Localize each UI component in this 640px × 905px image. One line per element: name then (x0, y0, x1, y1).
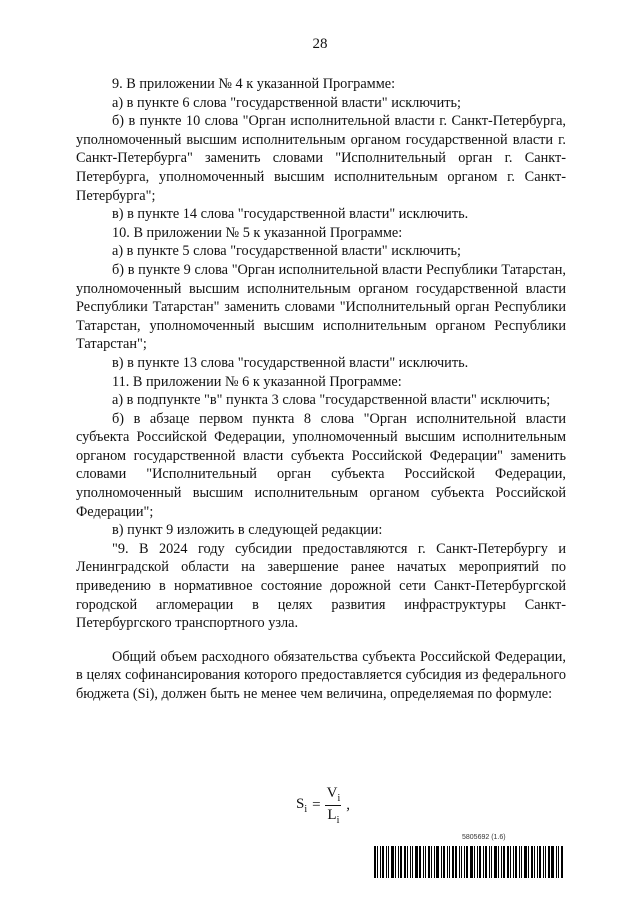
barcode-bar (501, 846, 502, 878)
paragraph: 10. В приложении № 5 к указанной Программе: (112, 224, 403, 241)
barcode-bar (543, 846, 544, 878)
paragraph: в) в пункте 13 слова "государственной власти" исключить. (112, 354, 469, 371)
paragraph: Общий объем расходного обязательства субъекта Российской Федерации, в целях софинансирования которого предоставляется субсидия из федерального бюджета (Sі), должен быть не менее чем величина, определяемая по формуле: (76, 648, 566, 702)
barcode-bar (436, 846, 439, 878)
document-body (76, 75, 566, 704)
barcode-bar (534, 846, 535, 878)
barcode-bar (431, 846, 432, 878)
barcode (374, 846, 566, 878)
barcode-bar (519, 846, 520, 878)
barcode-bar (419, 846, 421, 878)
formula (296, 785, 350, 826)
barcode-bar (556, 846, 557, 878)
barcode-bar (545, 846, 546, 878)
barcode-bar (521, 846, 522, 878)
barcode-bar (537, 846, 538, 878)
paragraph: а) в пункте 5 слова "государственной власти" исключить; (112, 243, 462, 260)
formula-denominator: $L_i$ (327, 807, 340, 826)
paragraph: "9. В 2024 году субсидии предоставляются г. Санкт-Петербургу и Ленинградской области на завершение ранее начатых мероприятий по приведению в нормативное состояние дорожной сети Санкт-Петербургской городской агломерации в целях развития инфраструктуры Санкт-Петербургского транспортного узла. (76, 540, 566, 632)
barcode-bar (425, 846, 426, 878)
paragraph: б) в абзаце первом пункта 8 слова "Орган исполнительной власти субъекта Российской Федерации, уполномоченный высшим исполнительным органом государственной власти субъекта Российской Федерации" заменить словами "Исполнительный орган субъекта Российской Федерации, уполномоченный высшим исполнительным органом субъекта Российской Федерации"; (76, 410, 566, 520)
formula-numerator: $V_i$ (326, 785, 341, 804)
barcode-bar (441, 846, 442, 878)
barcode-bar (455, 846, 457, 878)
paragraph: б) в пункте 9 слова "Орган исполнительной власти Республики Татарстан, уполномоченный высшим исполнительным органом государственной власти Республики Татарстан" заменить словами "Исполнительный орган Республики Татарстан, уполномоченный высшим исполнительным органом Республики Татарстан"; (76, 261, 566, 353)
barcode-bar (474, 846, 475, 878)
barcode-bar (407, 846, 408, 878)
barcode-bar (524, 846, 527, 878)
barcode-bar (423, 846, 424, 878)
barcode-bar (398, 846, 399, 878)
barcode-bar (428, 846, 430, 878)
barcode-bar (489, 846, 490, 878)
barcode-bar (515, 846, 517, 878)
barcode-bar (400, 846, 402, 878)
barcode-bar (443, 846, 445, 878)
barcode-bar (479, 846, 481, 878)
barcode-bar (491, 846, 492, 878)
barcode-bar (395, 846, 396, 878)
barcode-bar (466, 846, 468, 878)
barcode-bar (410, 846, 411, 878)
paragraph: 9. В приложении № 4 к указанной Программе: (112, 76, 396, 92)
barcode-bar (412, 846, 413, 878)
barcode-bar (485, 846, 487, 878)
barcode-bar (513, 846, 514, 878)
barcode-bar (386, 846, 387, 878)
paragraph: а) в пункте 6 слова "государственной власти" исключить; (112, 94, 462, 111)
barcode-bar (415, 846, 418, 878)
formula-equals: = (312, 797, 321, 813)
barcode-bar (548, 846, 550, 878)
barcode-bar (494, 846, 497, 878)
barcode-bar (388, 846, 389, 878)
document-code: 5805692 (1.6) (462, 834, 506, 841)
barcode-bar (507, 846, 509, 878)
barcode-bar (551, 846, 554, 878)
paragraph: б) в пункте 10 слова "Орган исполнительной власти г. Санкт-Петербурга, уполномоченный высшим исполнительным органом государственной власти г. Санкт-Петербурга" заменить словами "Исполнительный орган г. Санкт-Петербурга, уполномоченный высшим исполнительным органом г. Санкт-Петербурга"; (76, 113, 566, 204)
formula-lhs: $S_i$ (296, 796, 308, 815)
paragraph: в) в пункте 14 слова "государственной власти" исключить. (112, 206, 469, 223)
formula-trailing-comma: , (346, 797, 350, 813)
paragraph: а) в подпункте "в" пункта 3 слова "государственной власти" исключить; (112, 392, 551, 409)
barcode-bar (561, 846, 563, 878)
barcode-bar (380, 846, 381, 878)
paragraph: 11. В приложении № 6 к указанной Программе: (112, 373, 402, 390)
barcode-bar (382, 846, 384, 878)
barcode-bar (470, 846, 473, 878)
barcode-bar (558, 846, 559, 878)
barcode-bar (449, 846, 450, 878)
barcode-bar (477, 846, 478, 878)
barcode-bar (498, 846, 499, 878)
page-number: 28 (312, 36, 328, 52)
barcode-bar (528, 846, 529, 878)
barcode-bar (404, 846, 406, 878)
barcode-bar (452, 846, 454, 878)
barcode-bar (447, 846, 448, 878)
barcode-bar (531, 846, 533, 878)
barcode-bar (434, 846, 435, 878)
paragraph: в) пункт 9 изложить в следующей редакции: (112, 522, 383, 539)
barcode-bar (377, 846, 378, 878)
barcode-bar (464, 846, 465, 878)
formula-fraction (325, 785, 343, 826)
barcode-bar (461, 846, 462, 878)
barcode-bar (503, 846, 505, 878)
barcode-bar (483, 846, 484, 878)
barcode-bar (510, 846, 511, 878)
barcode-bar (459, 846, 460, 878)
barcode-bar (374, 846, 376, 878)
barcode-bar (539, 846, 541, 878)
barcode-bar (391, 846, 394, 878)
